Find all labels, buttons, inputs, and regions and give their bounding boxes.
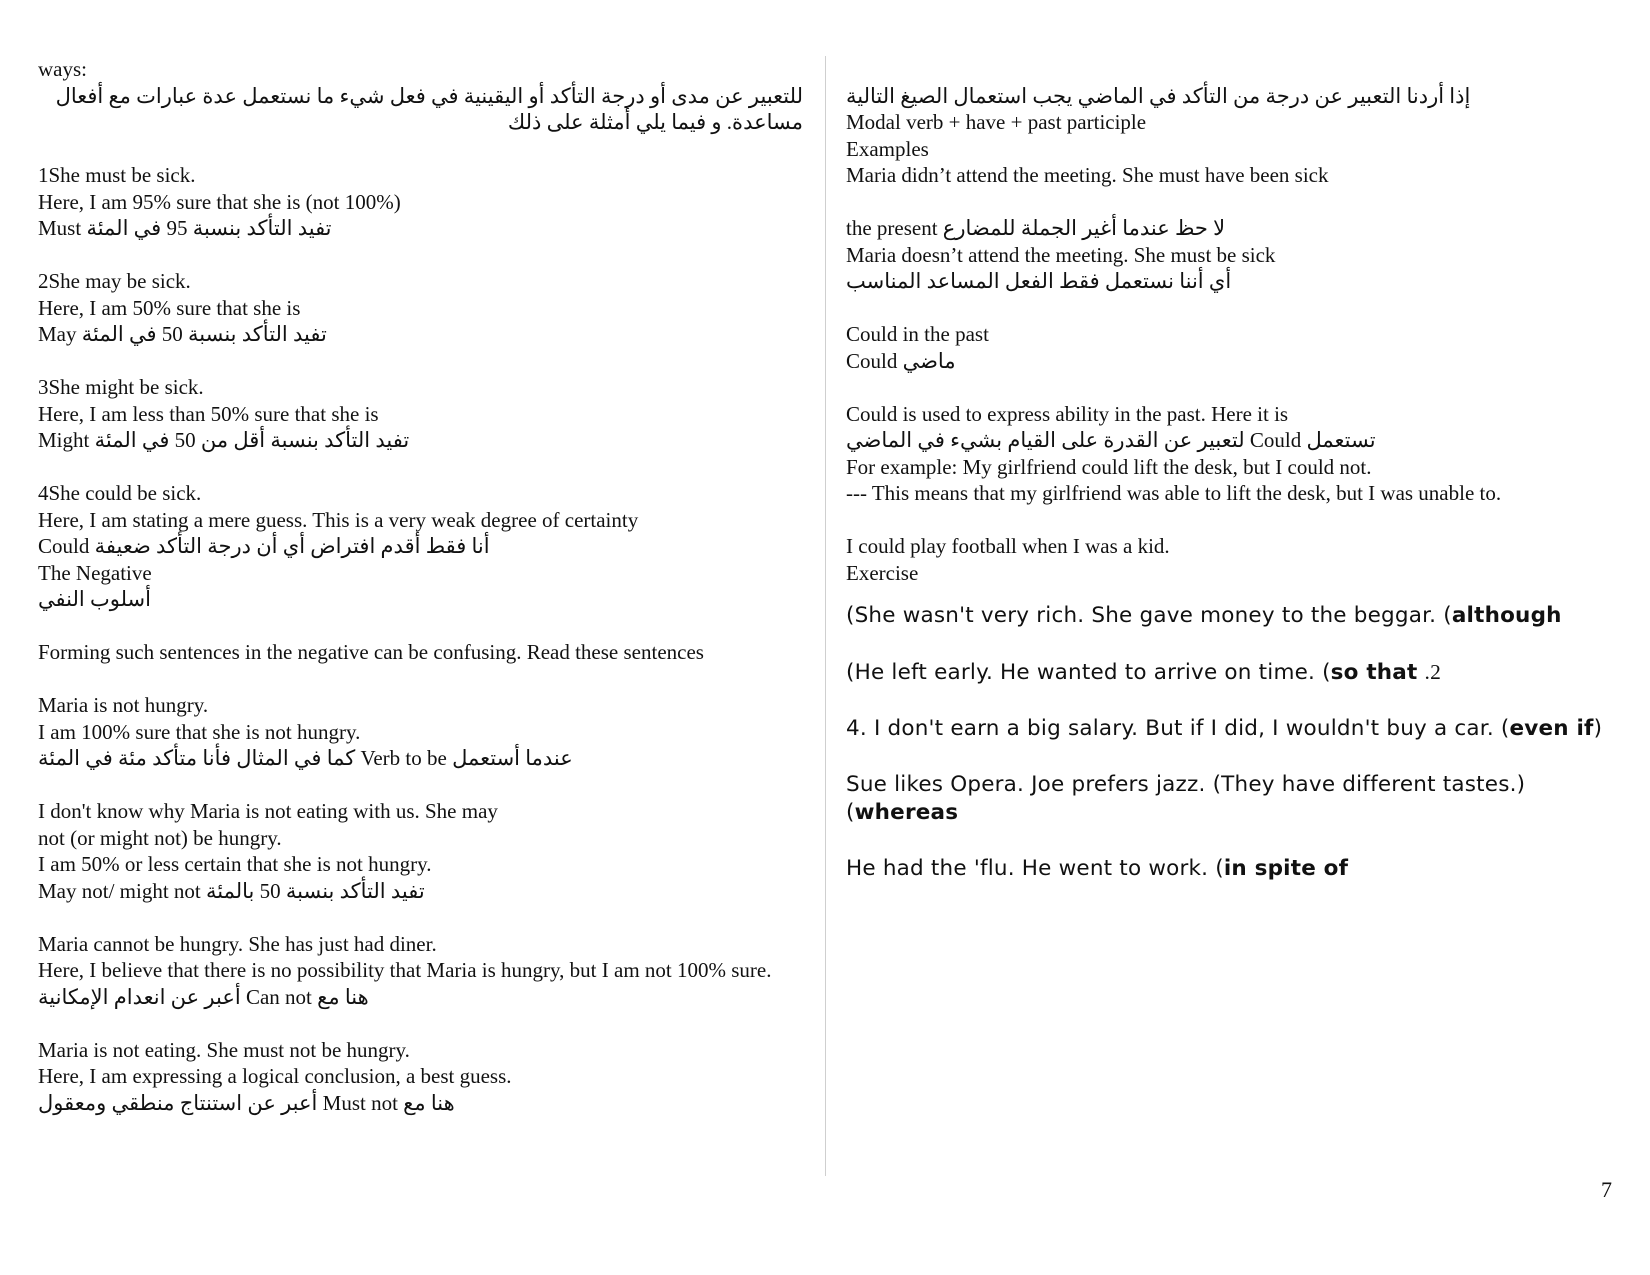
negative-heading-arabic: أسلوب النفي <box>38 587 151 611</box>
may-not-example-2: not (or might not) be hungry. <box>38 825 282 850</box>
must-not-explanation: Here, I am expressing a logical conclusion, a best guess. <box>38 1064 512 1088</box>
present-note-arabic: لا حظ عندما أغير الجملة للمضارع the present <box>846 216 1226 240</box>
exercise-item-1: (She wasn't very rich. She gave money to the beggar. (although <box>846 603 1562 628</box>
negative-heading: The Negative <box>38 560 152 585</box>
exercise-item-2: (He left early. He wanted to arrive on time. (so that .2 <box>846 660 1442 685</box>
not-hungry-explanation: I am 100% sure that she is not hungry. <box>38 719 361 744</box>
must-arabic: تفيد التأكد بنسبة 95 في المئة Must <box>38 216 332 240</box>
past-formula: Modal verb + have + past participle <box>846 110 1147 134</box>
may-example: 2She may be sick. <box>38 269 191 293</box>
left-column <box>38 56 803 1116</box>
must-example: 1She must be sick. <box>38 163 196 187</box>
must-explanation: Here, I am 95% sure that she is (not 100%) <box>38 189 401 214</box>
page-number: 7 <box>1601 1177 1612 1202</box>
may-not-explanation: I am 50% or less certain that she is not hungry. <box>38 852 432 876</box>
present-example: Maria doesn’t attend the meeting. She must be sick <box>846 242 1276 267</box>
could-example: 4She could be sick. <box>38 481 202 505</box>
not-hungry-example: Maria is not hungry. <box>38 693 209 717</box>
might-explanation: Here, I am less than 50% sure that she is <box>38 401 379 426</box>
could-arabic: أنا فقط أقدم افتراض أي أن درجة التأكد ضعيفة Could <box>38 534 490 558</box>
may-arabic: تفيد التأكد بنسبة 50 في المئة May <box>38 322 327 346</box>
present-note-arabic-2: أي أننا نستعمل فقط الفعل المساعد المناسب <box>846 269 1232 293</box>
intro-line: ways: <box>38 57 87 81</box>
could-football-example: I could play football when I was a kid. <box>846 534 1170 558</box>
could-past-arabic: Could ماضي <box>846 348 956 373</box>
not-hungry-arabic: عندما أستعمل Verb to be كما في المثال فأنا متأكد مئة في المئة <box>38 746 573 770</box>
right-column <box>846 56 1626 883</box>
could-ability-line: Could is used to express ability in the past. Here it is <box>846 401 1289 426</box>
negative-intro: Forming such sentences in the negative can be confusing. Read these sentences <box>38 640 704 664</box>
must-not-arabic: هنا مع Must not أعبر عن استنتاج منطقي ومعقول <box>38 1090 455 1115</box>
may-not-example-1: I don't know why Maria is not eating with us. She may <box>38 799 498 823</box>
could-ability-example: For example: My girlfriend could lift the desk, but I could not. <box>846 454 1372 479</box>
cannot-explanation: Here, I believe that there is no possibility that Maria is hungry, but I am not 100% sure. <box>38 958 772 982</box>
might-arabic: تفيد التأكد بنسبة أقل من 50 في المئة Might <box>38 428 410 452</box>
column-divider <box>825 56 826 1176</box>
must-not-example: Maria is not eating. She must not be hungry. <box>38 1037 410 1062</box>
cannot-arabic: هنا مع Can not أعبر عن انعدام الإمكانية <box>38 984 369 1009</box>
examples-label: Examples <box>846 136 929 161</box>
past-certainty-arabic: إذا أردنا التعبير عن درجة من التأكد في الماضي يجب استعمال الصيغ التالية <box>846 83 1471 108</box>
exercise-heading: Exercise <box>846 560 919 585</box>
cannot-example: Maria cannot be hungry. She has just had diner. <box>38 931 437 956</box>
exercise-item-6: He had the 'flu. He went to work. (in spite of <box>846 856 1349 881</box>
might-example: 3She might be sick. <box>38 375 204 399</box>
could-ability-meaning: --- This means that my girlfriend was able to lift the desk, but I was unable to. <box>846 481 1502 505</box>
may-not-arabic: May not/ might not تفيد التأكد بنسبة 50 بالمئة <box>38 878 425 903</box>
exercise-item-4: 4. I don't earn a big salary. But if I did, I wouldn't buy a car. (even if) <box>846 716 1603 741</box>
could-ability-arabic: تستعمل Could لتعبير عن القدرة على القيام بشيء في الماضي <box>846 428 1376 452</box>
could-explanation: Here, I am stating a mere guess. This is a very weak degree of certainty <box>38 507 639 532</box>
may-explanation: Here, I am 50% sure that she is <box>38 295 301 320</box>
could-past-heading: Could in the past <box>846 322 989 346</box>
intro-arabic: للتعبير عن مدى أو درجة التأكد أو اليقينية في فعل شيء ما نستعمل عدة عبارات مع أفعال مساعدة. و فيما يلي أمثلة على ذلك <box>50 83 803 134</box>
past-example: Maria didn’t attend the meeting. She must have been sick <box>846 163 1329 187</box>
exercise-item-5: Sue likes Opera. Joe prefers jazz. (They have different tastes.) (whereas <box>846 772 1533 825</box>
